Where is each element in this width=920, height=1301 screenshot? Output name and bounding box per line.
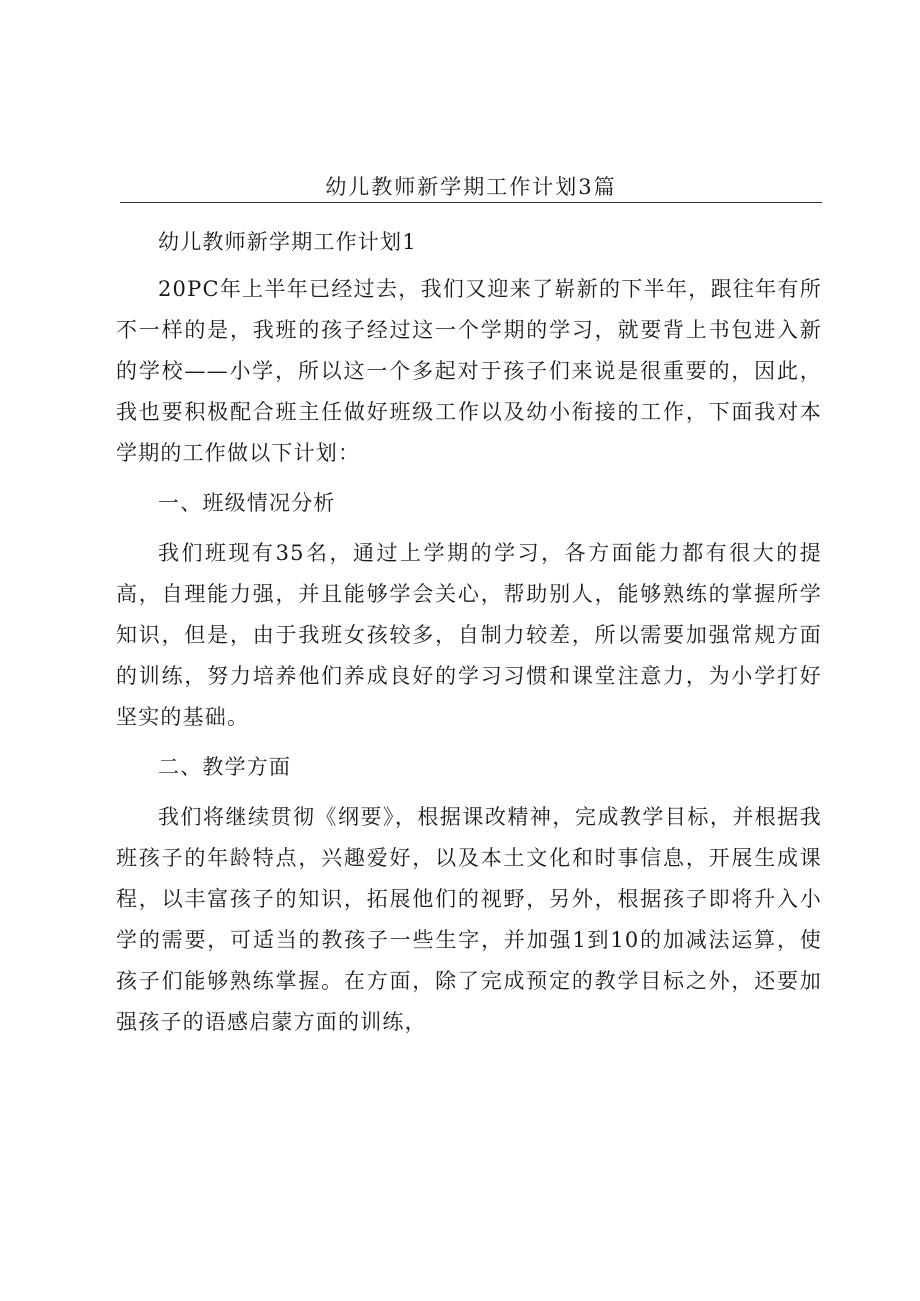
heading-class-analysis: 一、班级情况分析: [158, 491, 336, 515]
intro-paragraph: 20PC年上半年已经过去，我们又迎来了崭新的下半年，跟往年有所不一样的是，我班的孩子经过这一个学期的学习，就要背上书包进入新的学校——小学，所以这一个多起对于孩子们来说是很重要的，因此，我也要积极配合班主任做好班级工作以及幼小衔接的工作，下面我对本学期的工作做以下计划：: [116, 277, 822, 465]
teaching-paragraph: 我们将继续贯彻《纲要》，根据课改精神，完成教学目标，并根据我班孩子的年龄特点，兴趣爱好，以及本土文化和时事信息，开展生成课程，以丰富孩子的知识，拓展他们的视野，另外，根据孩子即将升入小学的需要，可适当的教孩子一些生字，并加强1到10的加减法运算，使孩子们能够熟练掌握。在方面，除了完成预定的教学目标之外，还要加强孩子的语感启蒙方面的训练，: [116, 805, 822, 1034]
section-subtitle: 幼儿教师新学期工作计划1: [158, 230, 417, 254]
document-title: 幼儿教师新学期工作计划3篇: [325, 175, 617, 199]
class-analysis-paragraph: 我们班现有35名，通过上学期的学习，各方面能力都有很大的提高，自理能力强，并且能够学会关心，帮助别人，能够熟练的掌握所学知识，但是，由于我班女孩较多，自制力较差，所以需要加强常规方面的训练，努力培养他们养成良好的学习习惯和课堂注意力，为小学打好坚实的基础。: [116, 541, 822, 729]
document-body: [116, 222, 822, 1043]
heading-teaching: 二、教学方面: [158, 755, 292, 779]
title-underline: [120, 202, 822, 203]
